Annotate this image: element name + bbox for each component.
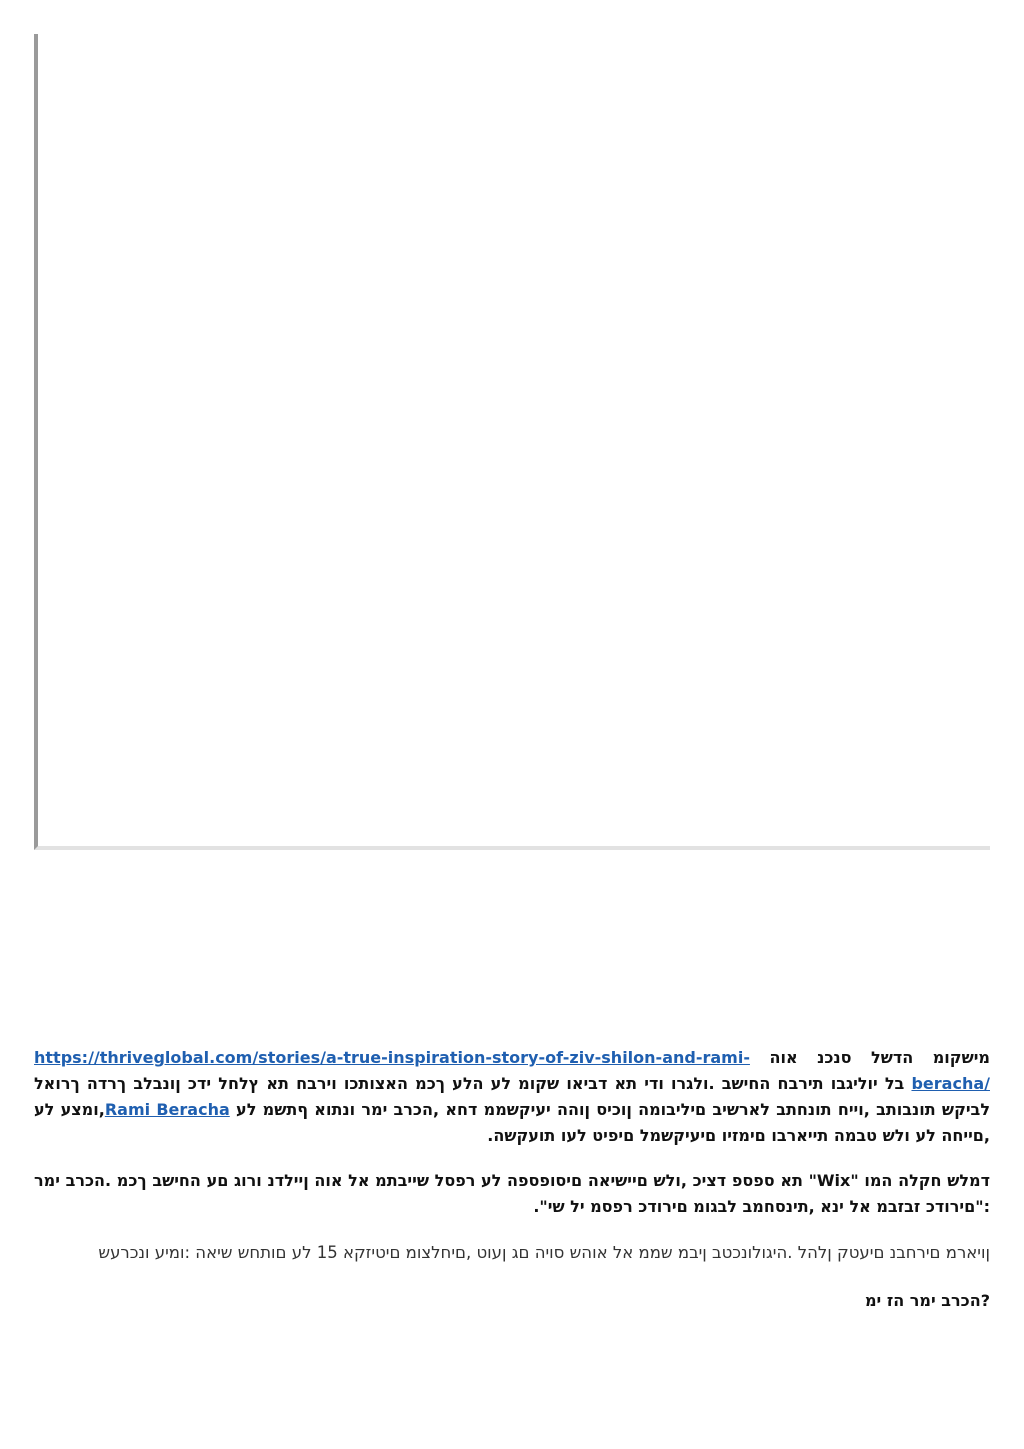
article-source-link[interactable]: https://thriveglobal.com/stories/a-true-inspiration-story-of-ziv-shilon-and-rami-beracha/ (34, 1048, 990, 1093)
intro-paragraph (34, 1045, 990, 1149)
embedded-frame (34, 34, 990, 850)
intro-end-punct: . (487, 1126, 494, 1145)
quote-paragraph: דמלש חקלה המו "Wix" תא ספספ דציכ ,ולש םיישיאה םיסופספה לע רפסל שייבתמ אל אוה ןיילדנ ורוג םע החישב ךכמ .הכרב ימר :"םירודכ זבזבמ אל ינא ,תינסחמב לבגומ םירודכ רפסמ יל שי". (34, 1171, 990, 1216)
section-heading: ?הכרב ימר הז ימ (864, 1291, 990, 1310)
intro-text-middle: בל יוליגבו תירבח החישב .ולגרו ודי תא דביאו שקומ לע הלע ךכמ האצותכו וירבח תא ץלחל ידכ ןונבלב ךרדה ךרואל לביקש תונבותב ,וייח תונחתב לארשיב םיליבומה ןוכיס ןוהה יעיקשממ דחא ,הכרב ימר ונתוא ףתשמ (34, 1074, 990, 1119)
intro-text-end: ,ומצע לע ,םייחה לע ולש טבמה תייארבו םימזיו םיעיקשמל םיפיט לעו תועקשה (34, 1100, 990, 1145)
intro-text-on: לע (236, 1100, 257, 1119)
intro-text-start: מישקומ הדשל סנכנ אוה (769, 1048, 990, 1067)
article-body (34, 1045, 990, 1314)
excerpt-intro-paragraph: ןויארמ םירחבנ םיעטק ןלהל .היגולונכטב ןיבמ שממ אל אוהש סויה םג ןעוט ,םיחלצומ םיטיזקא 15 לע םותחש שיאה :ומיע ונכרעש (98, 1243, 990, 1262)
rami-beracha-link[interactable]: Rami Beracha (104, 1100, 230, 1119)
